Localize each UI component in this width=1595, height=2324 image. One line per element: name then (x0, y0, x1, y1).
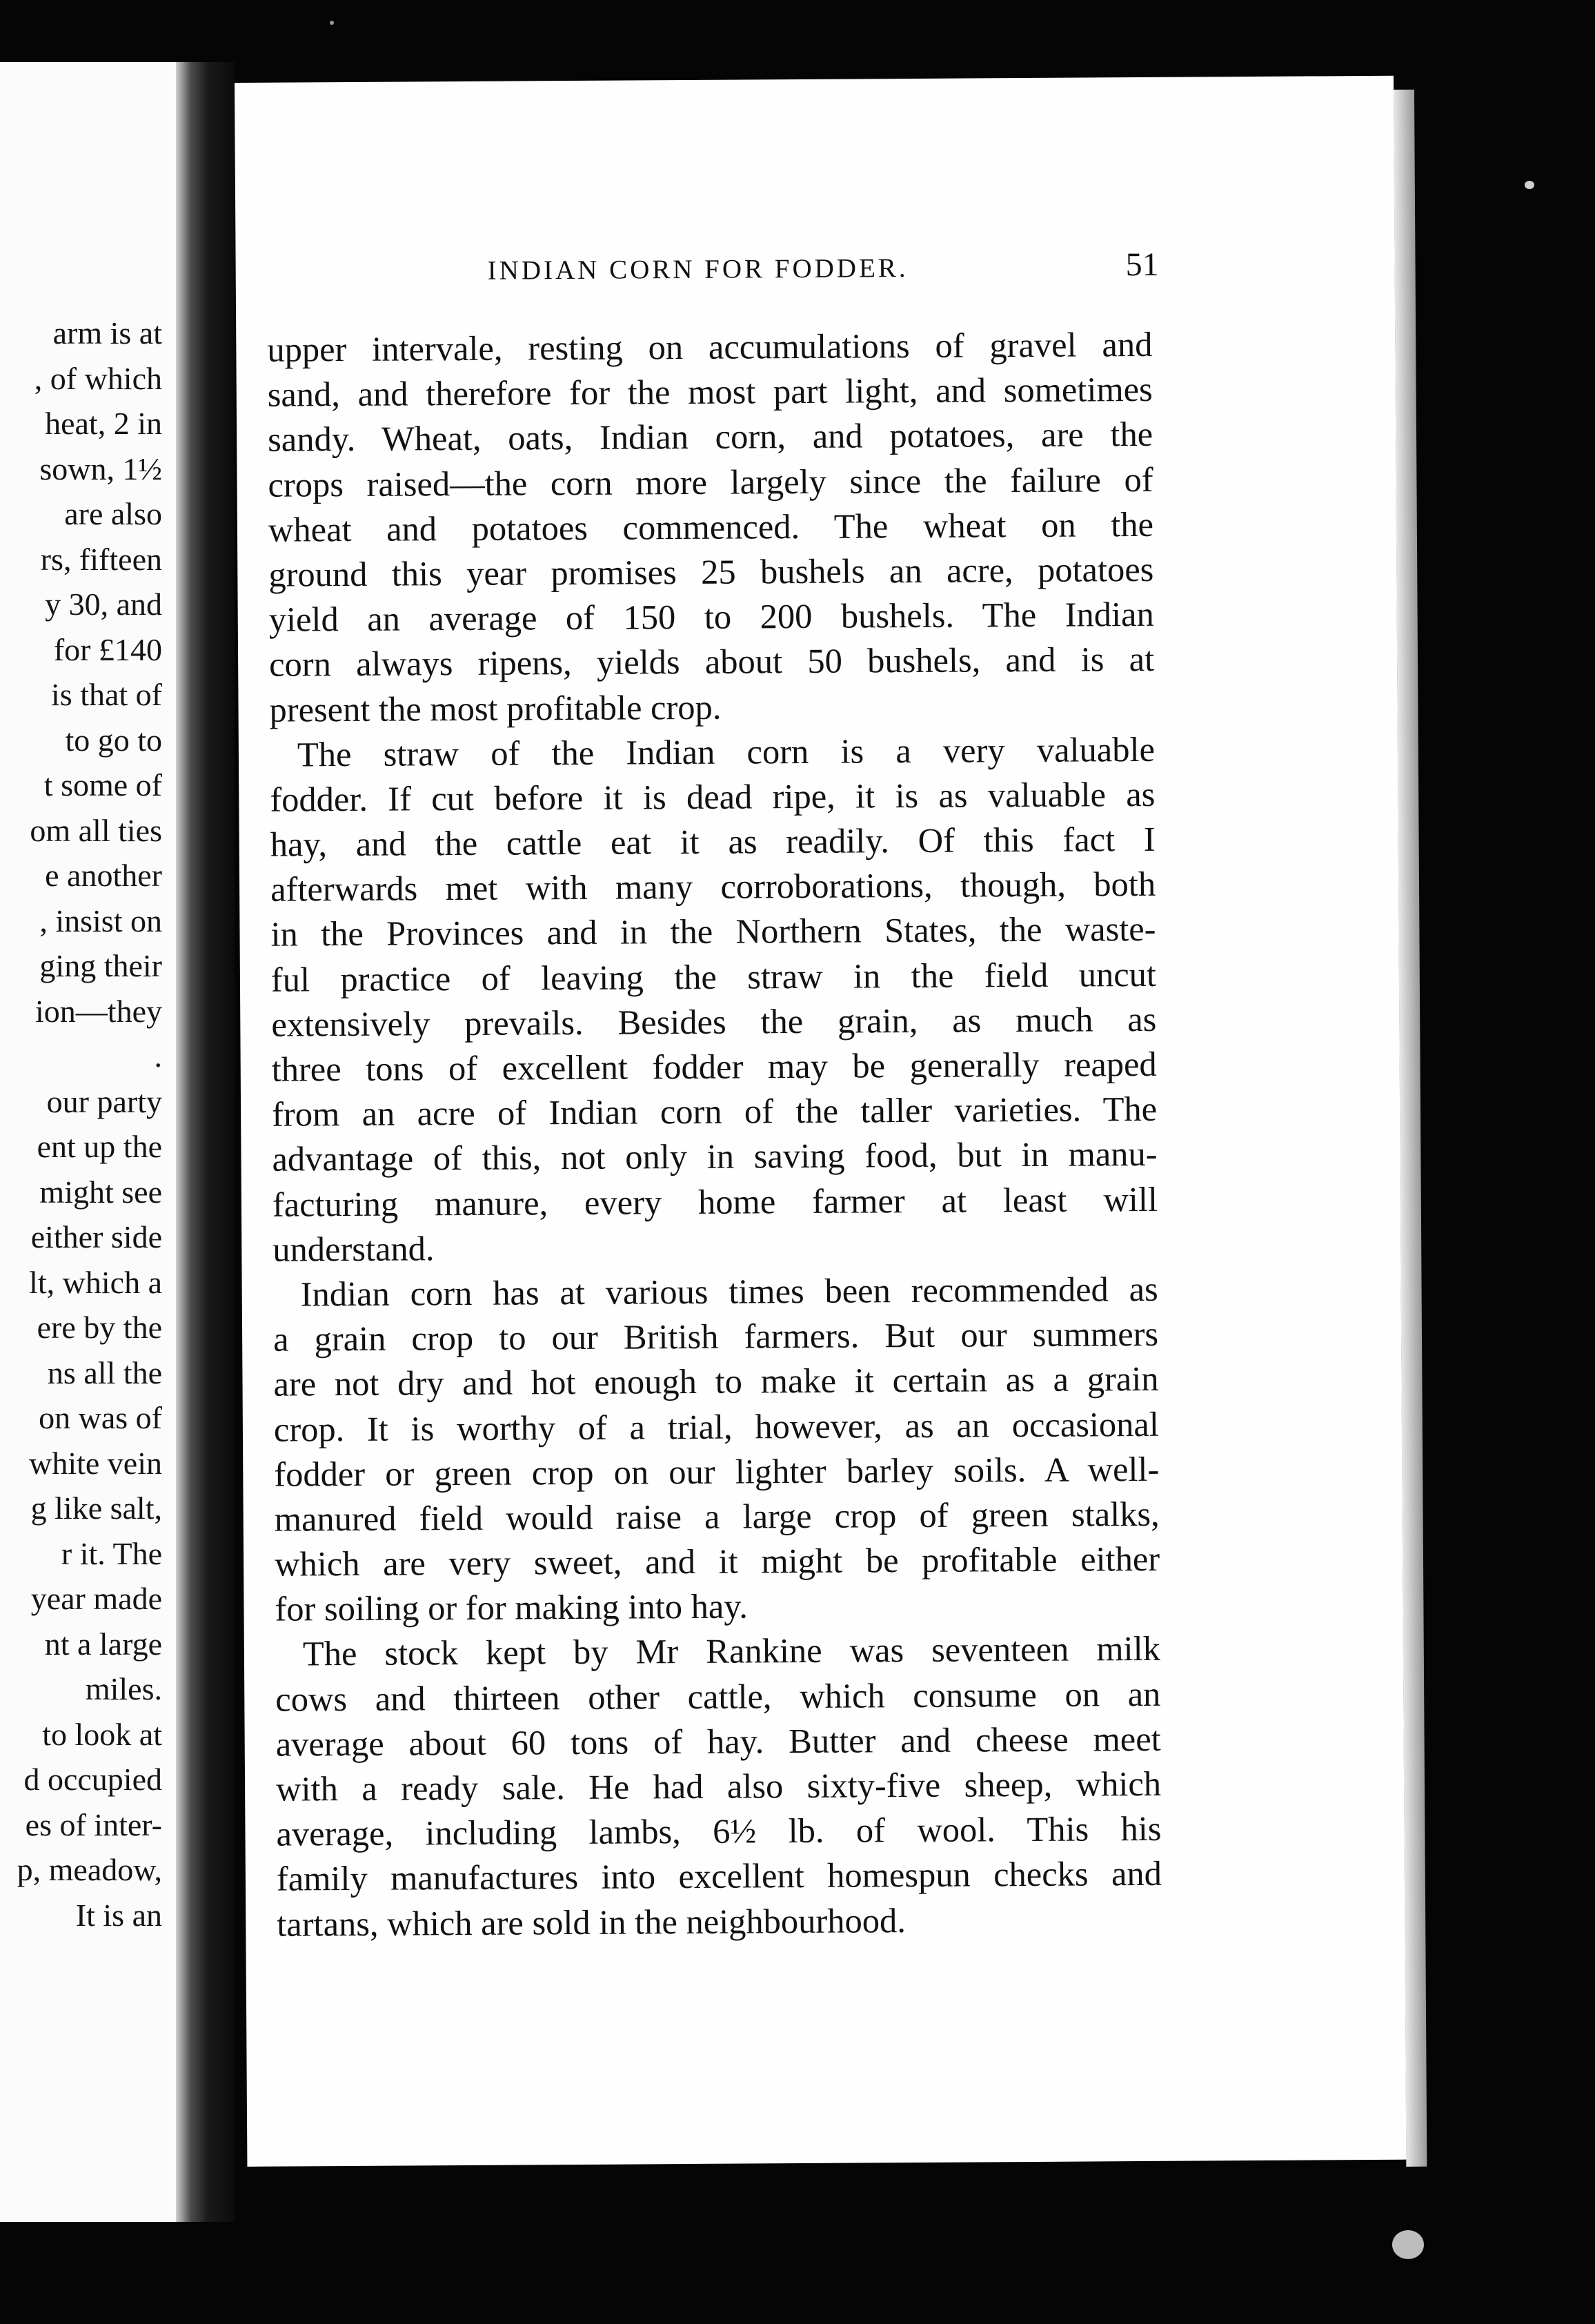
dust-speck (1525, 181, 1534, 189)
previous-page-line: arm is at (52, 315, 162, 351)
text-line: advantage of this, not only in saving food, but in manu- (272, 1134, 1158, 1179)
previous-page-line: to look at (42, 1716, 162, 1752)
previous-page-line: for £140 (53, 631, 162, 667)
text-line: for soiling or for making into hay. (275, 1586, 749, 1628)
book-page (235, 76, 1406, 2167)
previous-page-line: lt, which a (29, 1264, 162, 1300)
text-line: facturing manure, every home farmer at least will (272, 1179, 1158, 1224)
running-head: INDIAN CORN FOR FODDER. (487, 253, 909, 286)
previous-page-line: t some of (43, 767, 162, 802)
previous-page-line: , insist on (39, 903, 162, 938)
previous-page-line: white vein (29, 1445, 162, 1481)
dust-speck (330, 21, 334, 25)
text-line: ful practice of leaving the straw in the field uncut (270, 954, 1157, 999)
text-line: crops raised—the corn more largely since the failure of (268, 460, 1153, 504)
previous-page-line: ere by the (37, 1310, 162, 1345)
previous-page-line: our party (46, 1083, 162, 1119)
paragraph (267, 322, 1155, 733)
previous-page-line: either side (30, 1219, 162, 1254)
text-line: family manufactures into excellent homespun checks and (276, 1854, 1162, 1899)
previous-page-line: year made (30, 1581, 162, 1616)
paragraph (275, 1626, 1162, 1947)
previous-page-fragment (0, 62, 176, 2222)
paragraph (270, 727, 1158, 1272)
previous-page-line: miles. (85, 1671, 162, 1706)
text-line: a grain crop to our British farmers. But our summers (273, 1314, 1159, 1359)
text-line: present the most profitable crop. (269, 687, 722, 729)
previous-page-line: d occupied (23, 1762, 162, 1797)
text-line: average, including lambs, 6½ lb. of wool. This his (276, 1809, 1162, 1853)
previous-page-line: ging their (39, 948, 162, 983)
previous-page-line: om all ties (30, 812, 162, 848)
previous-page-line: r it. The (61, 1535, 162, 1571)
previous-page-line: ns all the (47, 1355, 162, 1390)
text-line: wheat and potatoes commenced. The wheat on the (268, 504, 1154, 549)
previous-page-line: ion—they (35, 993, 162, 1029)
text-line: hay, and the cattle eat it as readily. Of this fact I (270, 819, 1156, 864)
text-line: in the Provinces and in the Northern States, the waste- (270, 909, 1156, 954)
text-line: fodder or green crop on our lighter barley soils. A well- (274, 1449, 1160, 1494)
text-line: manured field would raise a large crop of green stalks, (274, 1494, 1160, 1539)
text-line: The straw of the Indian corn is a very valuable (297, 729, 1156, 774)
text-line: with a ready sale. He had also sixty-five sheep, which (275, 1764, 1162, 1809)
text-line: average about 60 tons of hay. Butter and cheese meet (275, 1719, 1161, 1764)
dust-speck (1392, 2230, 1424, 2259)
text-line: fodder. If cut before it is dead ripe, it is as valuable as (270, 774, 1156, 819)
previous-page-line: e another (45, 858, 162, 893)
previous-page-line: y 30, and (45, 587, 162, 622)
previous-page-line: ent up the (37, 1129, 162, 1164)
text-line: understand. (273, 1229, 435, 1269)
previous-page-line: on was of (39, 1400, 162, 1435)
text-line: ground this year promises 25 bushels an acre, potatoes (268, 549, 1154, 594)
text-line: are not dry and hot enough to make it certain as a grain (273, 1359, 1159, 1404)
previous-page-line: p, meadow, (17, 1852, 162, 1887)
text-line: tartans, which are sold in the neighbourhood. (277, 1900, 907, 1944)
text-line: three tons of excellent fodder may be generally reaped (271, 1044, 1157, 1089)
previous-page-line: g like salt, (30, 1490, 162, 1526)
body-text (267, 322, 1162, 1947)
previous-page-line: is that of (51, 677, 162, 712)
text-line: cows and thirteen other cattle, which consume on an (275, 1674, 1161, 1719)
text-line: yield an average of 150 to 200 bushels. The Indian (268, 594, 1154, 639)
text-line: which are very sweet, and it might be profitable either (274, 1539, 1160, 1584)
text-line: upper intervale, resting on accumulations of gravel and (267, 324, 1153, 369)
previous-page-line: It is an (75, 1897, 162, 1933)
text-line: The stock kept by Mr Rankine was seventeen milk (302, 1629, 1161, 1673)
previous-page-line: might see (39, 1174, 162, 1210)
text-line: Indian corn has at various times been recommended as (300, 1269, 1158, 1314)
paragraph (273, 1267, 1160, 1632)
previous-page-text (0, 311, 162, 1938)
text-line: crop. It is worthy of a trial, however, as an occasional (273, 1404, 1160, 1449)
previous-page-line: rs, fifteen (40, 541, 162, 577)
previous-page-line: es of inter- (25, 1806, 162, 1842)
previous-page-line: , of which (34, 360, 162, 396)
previous-page-line: to go to (65, 722, 162, 758)
page-number: 51 (1125, 246, 1159, 284)
previous-page-line: . (154, 1038, 162, 1074)
previous-page-line: nt a large (44, 1626, 162, 1662)
text-line: extensively prevails. Besides the grain, as much as (271, 999, 1157, 1044)
text-line: sandy. Wheat, oats, Indian corn, and potatoes, are the (267, 415, 1153, 460)
previous-page-line: are also (64, 496, 162, 531)
text-line: from an acre of Indian corn of the taller varieties. The (271, 1090, 1158, 1134)
previous-page-line: sown, 1½ (39, 451, 162, 486)
text-line: corn always ripens, yields about 50 bushels, and is at (268, 640, 1155, 685)
previous-page-line: heat, 2 in (45, 406, 162, 441)
book-gutter-shadow (176, 62, 235, 2222)
text-line: sand, and therefore for the most part light, and sometimes (267, 370, 1153, 414)
text-line: afterwards met with many corroborations, though, both (270, 865, 1156, 909)
